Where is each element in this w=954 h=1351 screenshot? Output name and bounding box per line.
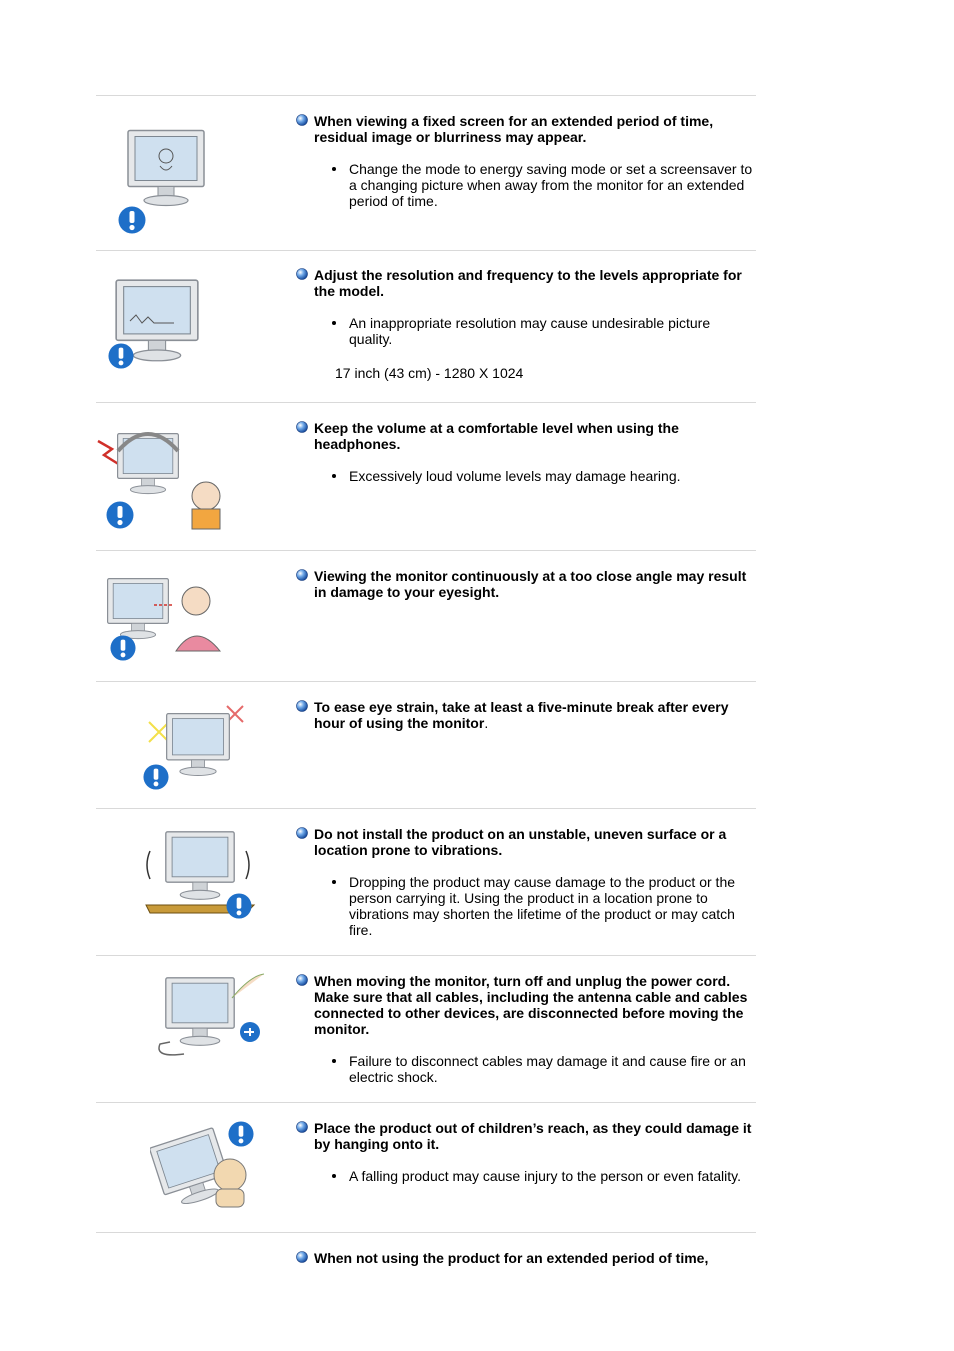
safety-row: [96, 1232, 756, 1293]
safety-row: [96, 95, 756, 251]
caution-icon: [119, 207, 146, 234]
caution-icon: [226, 893, 251, 918]
safety-row: [96, 681, 756, 809]
section-heading: Keep the volume at a comfortable level when using the headphones.: [296, 420, 756, 452]
bullet-sphere-icon: [296, 1251, 308, 1263]
section-heading: When moving the monitor, turn off and unplug the power cord. Make sure that all cables, including the antenna cable and cables connected to other devices, are disconnected before moving the monitor.: [296, 973, 756, 1037]
section-heading: Do not install the product on an unstable, uneven surface or a location prone to vibrations.: [296, 826, 756, 858]
section-heading: When not using the product for an extended period of time,: [296, 1250, 756, 1266]
headphones-illustration: [96, 421, 276, 533]
list-item: Excessively loud volume levels may damage hearing.: [332, 468, 756, 484]
bullet-sphere-icon: [296, 114, 308, 126]
caution-icon: [108, 343, 133, 368]
caution-icon: [228, 1121, 253, 1146]
safety-row: [96, 1102, 756, 1233]
bullet-sphere-icon: [296, 827, 308, 839]
list-item: Dropping the product may cause damage to the product or the person carrying it. Using the product in a location prone to vibrations may shorten the lifetime of the product or may catch fire.: [332, 874, 756, 938]
bullet-sphere-icon: [296, 268, 308, 280]
bullet-sphere-icon: [296, 421, 308, 433]
safety-row: [96, 955, 756, 1103]
bullet-sphere-icon: [296, 569, 308, 581]
viewing-angle-illustration: [96, 571, 276, 663]
safety-row: [96, 808, 756, 956]
caution-icon: [110, 635, 135, 660]
safety-row: [96, 550, 756, 682]
section-heading: Place the product out of children’s reach, as they could damage it by hanging onto it.: [296, 1120, 756, 1152]
bullet-sphere-icon: [296, 1121, 308, 1133]
eye-strain-illustration: [141, 702, 321, 792]
section-heading: To ease eye strain, take at least a five-minute break after every hour of using the monitor.: [296, 699, 756, 731]
list-item: An inappropriate resolution may cause undesirable picture quality.: [332, 315, 756, 347]
section-heading: Adjust the resolution and frequency to the levels appropriate for the model.: [296, 267, 756, 299]
resolution-illustration: [96, 273, 276, 373]
list-item: A falling product may cause injury to the person or even fatality.: [332, 1168, 756, 1184]
list-item: Change the mode to energy saving mode or set a screensaver to a changing picture when away from the monitor for an extended period of time.: [332, 161, 756, 209]
bullet-sphere-icon: [296, 700, 308, 712]
caution-icon: [107, 502, 134, 529]
safety-row: [96, 250, 756, 403]
safety-row: [96, 402, 756, 551]
bullet-sphere-icon: [296, 974, 308, 986]
section-heading: When viewing a fixed screen for an extended period of time, residual image or blurriness may appear.: [296, 113, 756, 145]
fixed-screen-illustration: [96, 126, 276, 236]
caution-icon: [143, 764, 168, 789]
section-heading: Viewing the monitor continuously at a too close angle may result in damage to your eyesight.: [296, 568, 756, 600]
list-item: Failure to disconnect cables may damage it and cause fire or an electric shock.: [332, 1053, 756, 1085]
resolution-spec: 17 inch (43 cm) - 1280 X 1024: [335, 365, 524, 381]
